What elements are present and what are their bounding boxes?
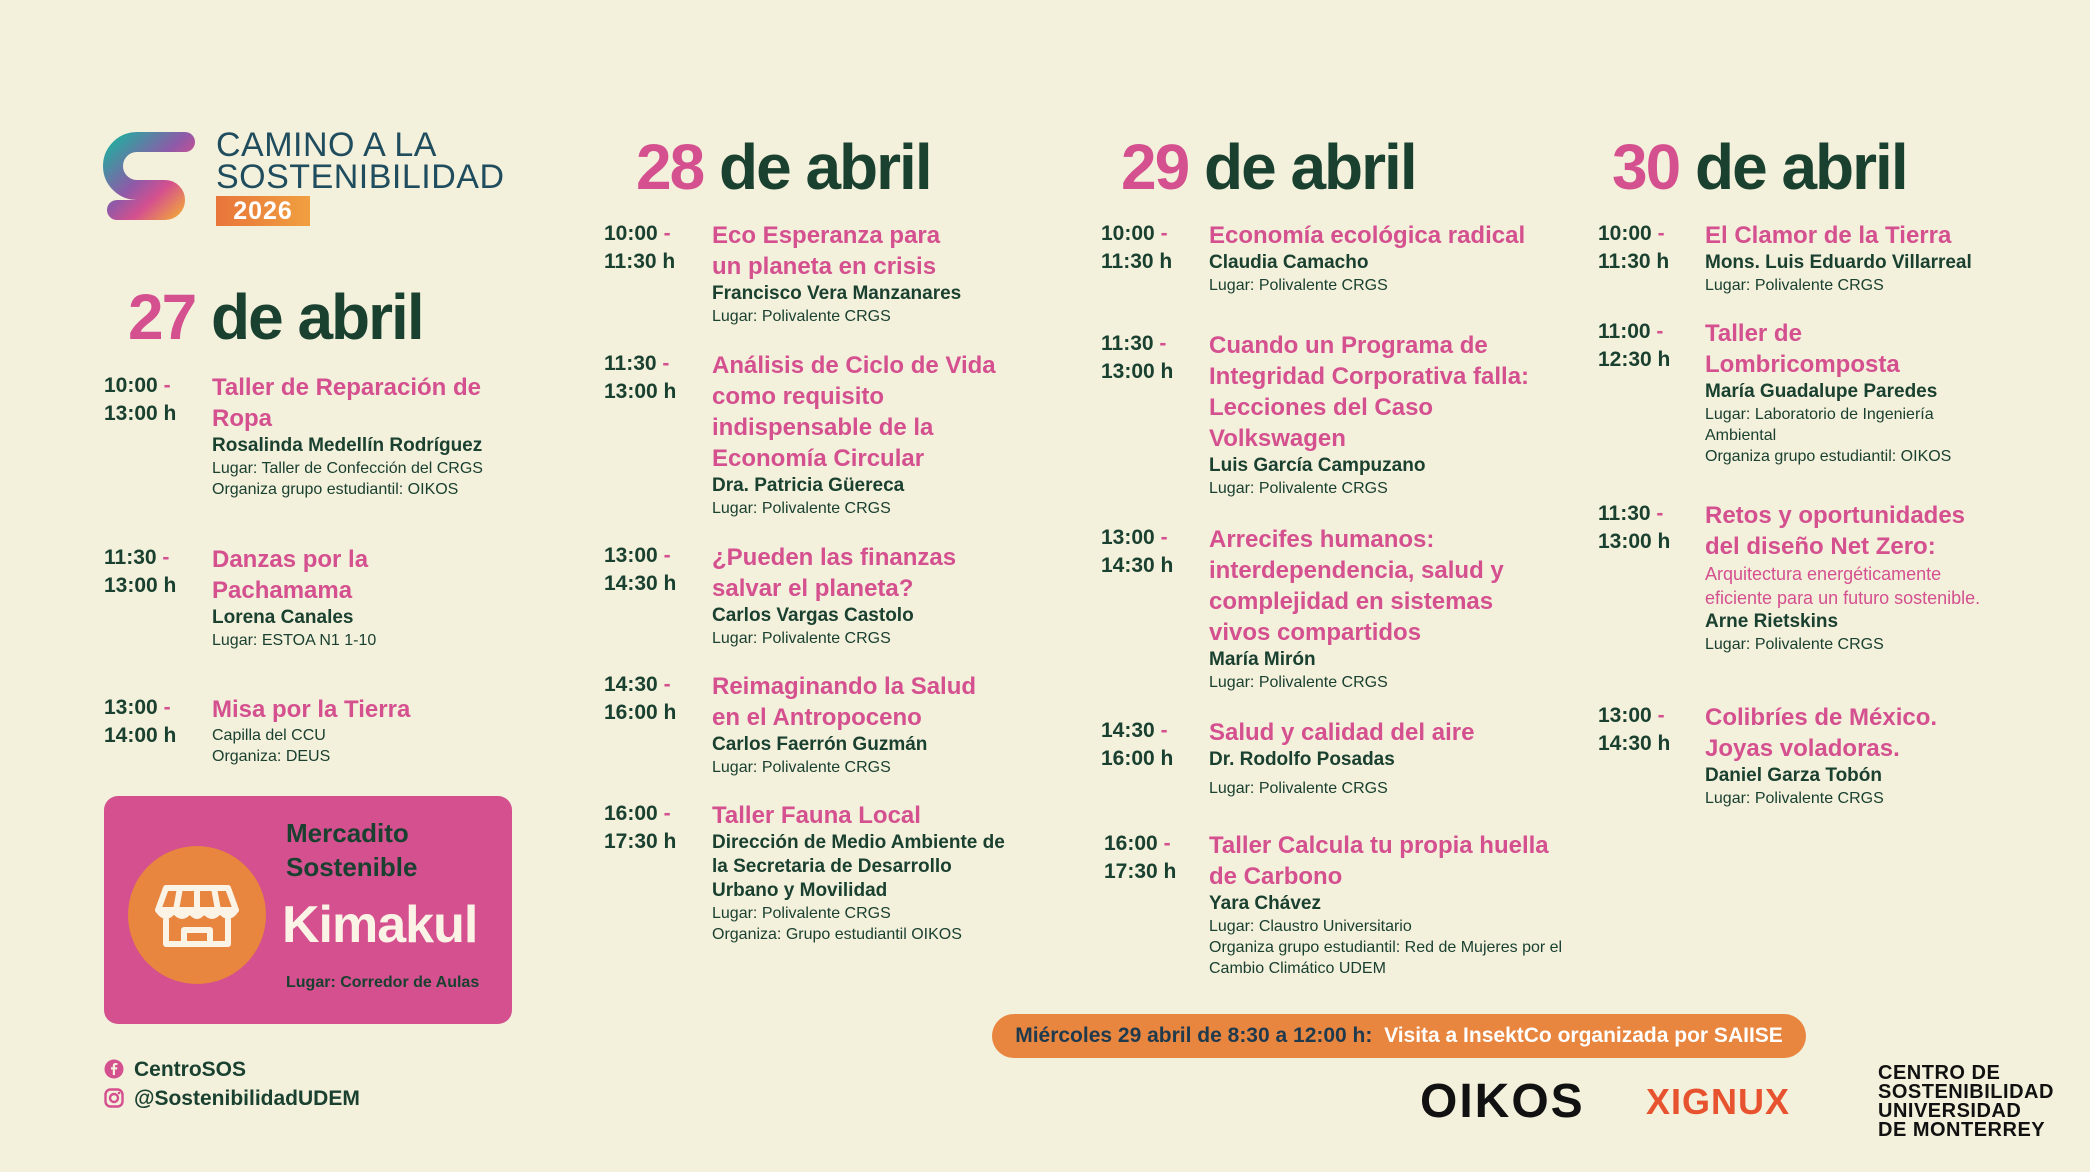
event-title: Taller de Reparación de Ropa: [212, 374, 481, 432]
brand-title-line1: CAMINO A LA: [216, 126, 437, 164]
event-place: Lugar: Polivalente CRGS: [1209, 277, 1388, 294]
event-time: 10:00 - 11:30 h: [1598, 222, 1670, 273]
event-place: Lugar: Polivalente CRGS: [1209, 674, 1388, 691]
sostenibilidad-s-icon: [103, 128, 199, 228]
event-place: Lugar: Laboratorio de Ingeniería Ambiental: [1705, 406, 1934, 444]
instagram-icon: [104, 1088, 124, 1108]
event-place: Lugar: Claustro Universitario: [1209, 918, 1412, 935]
event-place: Lugar: Polivalente CRGS: [712, 759, 891, 776]
event-speaker: Lorena Canales: [212, 607, 354, 628]
event-title: ¿Pueden las finanzas salvar el planeta?: [712, 544, 957, 602]
event-time: 10:00 - 11:30 h: [1101, 222, 1173, 273]
event-title: Taller Calcula tu propia huella de Carbono: [1209, 832, 1549, 890]
event-title: Análisis de Ciclo de Vida como requisito indispensable de la Economía Circular: [712, 352, 996, 472]
event-place: Capilla del CCU: [212, 727, 326, 744]
event-organizer: Organiza: Grupo estudiantil OIKOS: [712, 926, 962, 943]
day-heading-29: 29 de abril: [1121, 131, 1416, 203]
facebook-handle: CentroSOS: [134, 1058, 247, 1081]
event-time: 13:00 - 14:30 h: [604, 544, 677, 595]
brand-title-line2: SOSTENIBILIDAD: [216, 158, 505, 196]
event-time: 13:00 - 14:30 h: [1101, 526, 1174, 577]
event-time: 11:30 - 13:00 h: [1101, 332, 1174, 383]
event-title: Colibríes de México. Joyas voladoras.: [1705, 704, 1938, 762]
mercadito-card: [104, 796, 512, 1024]
event-place: Lugar: Polivalente CRGS: [712, 500, 891, 517]
event-title: Economía ecológica radical: [1209, 222, 1526, 249]
event-speaker: Rosalinda Medellín Rodríguez: [212, 435, 483, 456]
event-time: 14:30 - 16:00 h: [1101, 719, 1174, 770]
event-time: 11:30 - 13:00 h: [1598, 502, 1671, 553]
brand-year-badge: 2026: [216, 196, 310, 226]
event-time: 11:00 - 12:30 h: [1598, 320, 1671, 371]
centro-sostenibilidad-logo: CENTRO DE SOSTENIBILIDAD UNIVERSIDAD DE MONTERREY: [1878, 1062, 2054, 1141]
brand-logo: [103, 128, 523, 228]
event-time: 11:30 - 13:00 h: [104, 546, 177, 597]
event-title: Retos y oportunidades del diseño Net Zero:: [1705, 502, 1966, 560]
event-title: Salud y calidad del aire: [1209, 719, 1475, 746]
mercadito-brand: Kimakul: [282, 896, 478, 954]
xignux-logo: XIGNUX: [1646, 1081, 1791, 1122]
event-speaker: Mons. Luis Eduardo Villarreal: [1705, 252, 1972, 273]
event-speaker: Dr. Rodolfo Posadas: [1209, 749, 1395, 770]
event-speaker: Francisco Vera Manzanares: [712, 283, 962, 304]
event-organizer: Organiza: DEUS: [212, 748, 331, 765]
mercadito-place: Lugar: Corredor de Aulas: [286, 974, 480, 991]
event-speaker: María Guadalupe Paredes: [1705, 381, 1938, 402]
day-heading-27: 27 de abril: [128, 281, 423, 353]
market-stall-icon: [128, 846, 266, 984]
event-time: 10:00 - 13:00 h: [104, 374, 177, 425]
event-place: Lugar: Polivalente CRGS: [1209, 780, 1388, 797]
event-title: Danzas por la Pachamama: [212, 546, 369, 604]
event-speaker: Luis García Campuzano: [1209, 455, 1426, 476]
event-organizer: Organiza grupo estudiantil: OIKOS: [212, 481, 459, 498]
event-speaker: Yara Chávez: [1209, 893, 1321, 914]
day-heading-30: 30 de abril: [1612, 131, 1907, 203]
event-speaker: Arne Rietskins: [1705, 611, 1839, 632]
oikos-logo: OIKOS: [1420, 1075, 1585, 1128]
visit-banner: [992, 1014, 1806, 1058]
event-time: 10:00 - 11:30 h: [604, 222, 676, 273]
event-place: Lugar: Polivalente CRGS: [1705, 277, 1884, 294]
event-place: Lugar: Polivalente CRGS: [1705, 790, 1884, 807]
event-speaker: Carlos Vargas Castolo: [712, 605, 914, 626]
event-title: El Clamor de la Tierra: [1705, 222, 1952, 249]
event-organizer: Organiza grupo estudiantil: Red de Mujeres por el Cambio Climático UDEM: [1209, 939, 1563, 977]
social-facebook[interactable]: [104, 1056, 246, 1084]
event-title: Misa por la Tierra: [212, 696, 411, 723]
social-instagram[interactable]: [104, 1085, 360, 1113]
event-place: Lugar: Taller de Confección del CRGS: [212, 460, 483, 477]
event-time: 16:00 - 17:30 h: [1104, 832, 1177, 883]
event-title: Taller de Lombricomposta: [1705, 320, 1900, 378]
instagram-handle: @SostenibilidadUDEM: [134, 1087, 360, 1110]
event-time: 16:00 - 17:30 h: [604, 802, 677, 853]
event-time: 13:00 - 14:30 h: [1598, 704, 1671, 755]
event-time: 13:00 - 14:00 h: [104, 696, 177, 747]
mercadito-line2: Sostenible: [286, 852, 418, 882]
event-speaker: Carlos Faerrón Guzmán: [712, 734, 928, 755]
event-place: Lugar: Polivalente CRGS: [712, 630, 891, 647]
facebook-icon: [104, 1059, 124, 1079]
event-title: Taller Fauna Local: [712, 802, 921, 829]
event-place: Lugar: Polivalente CRGS: [1705, 636, 1884, 653]
event-speaker: Dirección de Medio Ambiente de la Secretaria de Desarrollo Urbano y Movilidad: [712, 832, 1005, 901]
event-speaker: Dra. Patricia Güereca: [712, 475, 905, 496]
visit-banner-text: Visita a InsektCo organizada por SAIISE: [1384, 1024, 1783, 1047]
event-speaker: Claudia Camacho: [1209, 252, 1369, 273]
event-place: Lugar: Polivalente CRGS: [712, 308, 891, 325]
event-time: 14:30 - 16:00 h: [604, 673, 677, 724]
day-heading-28: 28 de abril: [636, 131, 931, 203]
event-place: Lugar: ESTOA N1 1-10: [212, 632, 377, 649]
event-speaker: Daniel Garza Tobón: [1705, 765, 1883, 786]
event-speaker: María Mirón: [1209, 649, 1316, 670]
event-place: Lugar: Polivalente CRGS: [1209, 480, 1388, 497]
event-title: Arrecifes humanos: interdependencia, salud y complejidad en sistemas vivos compartidos: [1209, 526, 1504, 646]
mercadito-line1: Mercadito: [286, 818, 409, 848]
event-title: Eco Esperanza para un planeta en crisis: [712, 222, 941, 280]
event-subtitle: Arquitectura energéticamente eficiente para un futuro sostenible.: [1705, 564, 1981, 608]
event-organizer: Organiza grupo estudiantil: OIKOS: [1705, 448, 1952, 465]
event-title: Cuando un Programa de Integridad Corporativa falla: Lecciones del Caso Volkswagen: [1209, 332, 1530, 452]
visit-banner-date: Miércoles 29 abril de 8:30 a 12:00 h:: [1015, 1024, 1373, 1047]
event-time: 11:30 - 13:00 h: [604, 352, 677, 403]
event-place: Lugar: Polivalente CRGS: [712, 905, 891, 922]
event-title: Reimaginando la Salud en el Antropoceno: [712, 673, 977, 731]
